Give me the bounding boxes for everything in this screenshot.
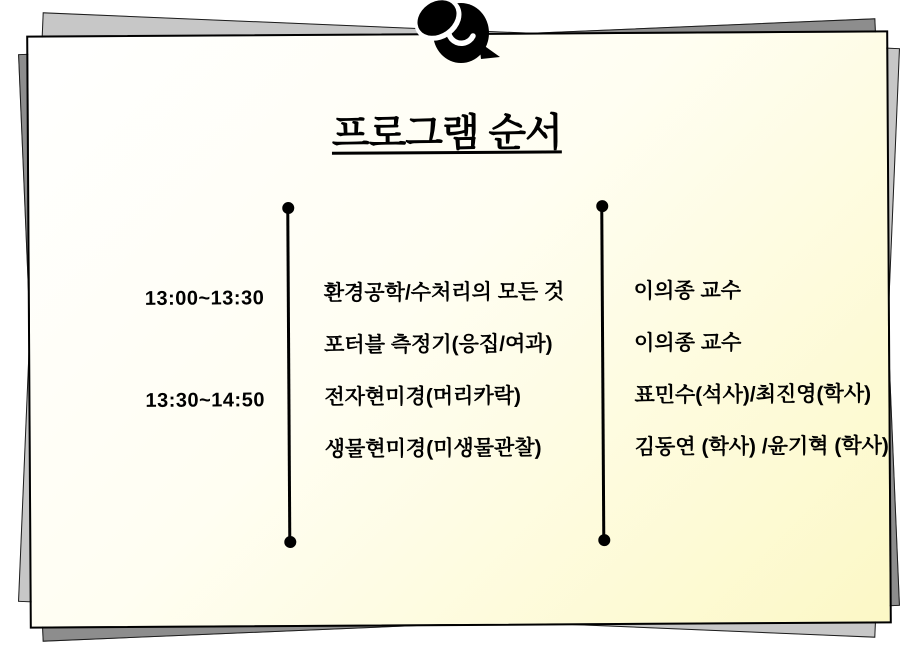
presenter-cell: 이의종 교수 [633, 279, 742, 303]
presenter-cell: 이의종 교수 [634, 331, 742, 355]
topic-cell: 포터블 측정기(응집/여과) [324, 332, 553, 357]
presenter-cell: 표민수(석사)/최진영(학사) [634, 382, 872, 407]
topic-cell: 전자현미경(머리카락) [324, 384, 522, 409]
timeline-divider-left [286, 208, 291, 542]
time-cell: 13:30~14:50 [145, 389, 265, 412]
timeline-divider-right [600, 206, 605, 540]
pushpin-icon [405, 0, 515, 80]
slide-title: 프로그램 순서 [331, 111, 562, 156]
topic-cell: 생물현미경(미생물관찰) [324, 436, 542, 461]
main-note-paper [26, 30, 892, 628]
presenter-cell: 김동연 (학사) /윤기혁 (학사) [634, 434, 889, 459]
topic-cell: 환경공학/수처리의 모든 것 [323, 280, 565, 305]
time-cell: 13:00~13:30 [144, 287, 265, 310]
